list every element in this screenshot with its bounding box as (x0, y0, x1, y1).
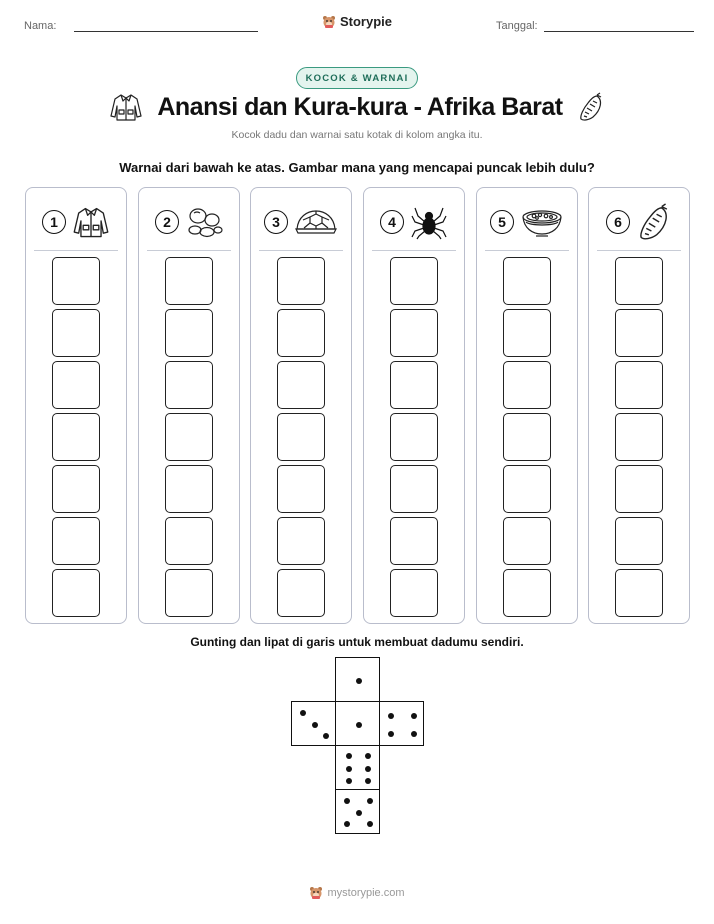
color-cell[interactable] (52, 517, 100, 565)
color-cell[interactable] (615, 569, 663, 617)
footer (0, 886, 714, 900)
column-4 (363, 187, 465, 624)
die-pip (356, 810, 362, 816)
color-cell[interactable] (615, 361, 663, 409)
die-face-right[interactable] (379, 701, 424, 746)
column-header (477, 202, 577, 242)
color-cell[interactable] (390, 361, 438, 409)
turtle-shell-icon (294, 207, 338, 237)
column-6 (588, 187, 690, 624)
die-face-center[interactable] (335, 701, 380, 746)
color-cell[interactable] (277, 465, 325, 513)
color-cell[interactable] (277, 361, 325, 409)
column-number: 6 (606, 210, 630, 234)
die-pip (344, 798, 350, 804)
color-cell[interactable] (52, 361, 100, 409)
spider-icon (410, 204, 448, 240)
color-cell[interactable] (277, 309, 325, 357)
die-face-bottom[interactable] (335, 789, 380, 834)
jacket-icon (72, 204, 110, 240)
die-pip (365, 753, 371, 759)
color-cell[interactable] (615, 517, 663, 565)
die-face-top[interactable] (335, 657, 380, 702)
column-number: 5 (490, 210, 514, 234)
die-pip (411, 713, 417, 719)
die-face-below[interactable] (335, 745, 380, 790)
date-line[interactable] (544, 20, 694, 32)
color-cell[interactable] (277, 413, 325, 461)
column-2 (138, 187, 240, 624)
color-cell[interactable] (277, 257, 325, 305)
color-cell[interactable] (390, 569, 438, 617)
color-cell[interactable] (52, 257, 100, 305)
yam-icon (577, 92, 605, 122)
color-cell[interactable] (503, 309, 551, 357)
color-cell[interactable] (615, 413, 663, 461)
storypie-mascot-icon (309, 886, 323, 900)
die-pip (312, 722, 318, 728)
color-cell[interactable] (52, 569, 100, 617)
column-header (26, 202, 126, 242)
footer-url: mystorypie.com (327, 887, 405, 899)
column-header (251, 202, 351, 242)
die-pip (411, 731, 417, 737)
subtitle: Kocok dadu dan warnai satu kotak di kolom angka itu. (231, 129, 483, 141)
color-cell[interactable] (165, 257, 213, 305)
color-cell[interactable] (390, 309, 438, 357)
column-number: 3 (264, 210, 288, 234)
stones-icon (185, 206, 223, 238)
die-pip (367, 821, 373, 827)
color-cell[interactable] (165, 413, 213, 461)
die-pip (323, 733, 329, 739)
color-cell[interactable] (165, 361, 213, 409)
color-cell[interactable] (277, 569, 325, 617)
die-pip (367, 798, 373, 804)
die-pip (300, 710, 306, 716)
activity-badge: KOCOK & WARNAI (296, 67, 418, 89)
cut-instruction: Gunting dan lipat di garis untuk membuat dadumu sendiri. (190, 635, 524, 649)
color-cell[interactable] (390, 465, 438, 513)
column-header (364, 202, 464, 242)
color-cell[interactable] (615, 465, 663, 513)
storypie-mascot-icon (322, 15, 336, 29)
color-cell[interactable] (390, 257, 438, 305)
stew-bowl-icon (520, 206, 564, 238)
column-5 (476, 187, 578, 624)
color-cell[interactable] (52, 309, 100, 357)
color-cell[interactable] (503, 413, 551, 461)
color-cell[interactable] (277, 517, 325, 565)
column-number: 4 (380, 210, 404, 234)
color-cell[interactable] (503, 465, 551, 513)
die-pip (346, 753, 352, 759)
die-pip (365, 766, 371, 772)
color-cell[interactable] (390, 517, 438, 565)
die-pip (346, 766, 352, 772)
brand-name: Storypie (339, 14, 392, 29)
color-cell[interactable] (503, 517, 551, 565)
name-label: Nama: (24, 20, 57, 32)
die-pip (344, 821, 350, 827)
color-cell[interactable] (503, 361, 551, 409)
color-cell[interactable] (165, 309, 213, 357)
color-cell[interactable] (165, 569, 213, 617)
page-title: Anansi dan Kura-kura - Afrika Barat (157, 92, 563, 121)
color-cell[interactable] (165, 517, 213, 565)
column-number: 1 (42, 210, 66, 234)
die-pip (365, 778, 371, 784)
die-pip (346, 778, 352, 784)
die-pip (356, 722, 362, 728)
die-pip (388, 713, 394, 719)
instruction: Warnai dari bawah ke atas. Gambar mana yang mencapai puncak lebih dulu? (119, 160, 595, 175)
color-cell[interactable] (503, 569, 551, 617)
jacket-icon (109, 92, 143, 122)
column-header (139, 202, 239, 242)
color-cell[interactable] (390, 413, 438, 461)
title-row (0, 92, 714, 122)
column-1 (25, 187, 127, 624)
column-header (589, 202, 689, 242)
die-pip (356, 678, 362, 684)
color-cell[interactable] (615, 257, 663, 305)
die-pip (388, 731, 394, 737)
column-3 (250, 187, 352, 624)
color-cell[interactable] (52, 465, 100, 513)
date-field (496, 20, 694, 32)
color-cell[interactable] (52, 413, 100, 461)
die-face-left[interactable] (291, 701, 336, 746)
date-label: Tanggal: (496, 20, 538, 32)
color-cell[interactable] (615, 309, 663, 357)
color-cell[interactable] (503, 257, 551, 305)
color-cell[interactable] (165, 465, 213, 513)
column-number: 2 (155, 210, 179, 234)
yam-icon (636, 202, 672, 242)
